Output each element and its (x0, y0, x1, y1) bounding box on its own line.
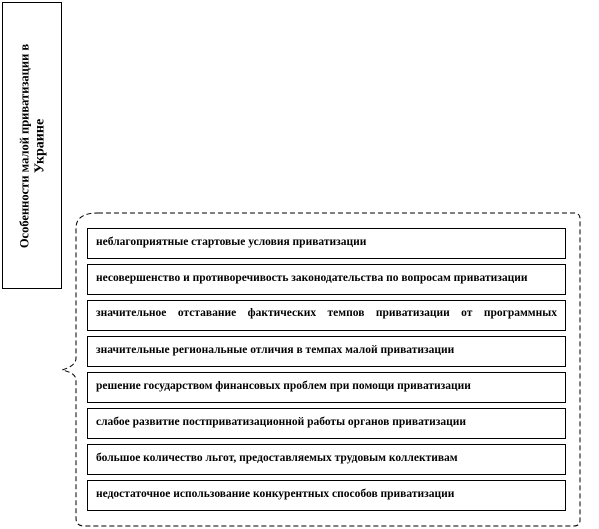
side-title-line-1: Особенности малой приватизации в (17, 43, 32, 249)
feature-item-7: большое количество льгот, предоставляемых трудовым коллективам (87, 444, 566, 475)
feature-item-3: значительное отставание фактических темпов приватизации от программных (87, 300, 566, 331)
side-title-line-2: Украине (32, 118, 48, 174)
feature-item-1: неблагоприятные стартовые условия приватизации (87, 228, 566, 259)
feature-item-2: несовершенство и противоречивость законодательства по вопросам приватизации (87, 264, 566, 295)
side-title (18, 11, 49, 281)
feature-item-5: решение государством финансовых проблем при помощи приватизации (87, 372, 566, 403)
feature-item-6: слабое развитие постприватизационной работы органов приватизации (87, 408, 566, 439)
side-title-box (2, 2, 62, 289)
feature-item-4: значительные региональные отличия в темпах малой приватизации (87, 336, 566, 367)
feature-item-8: недостаточное использование конкурентных способов приватизации (87, 480, 566, 511)
